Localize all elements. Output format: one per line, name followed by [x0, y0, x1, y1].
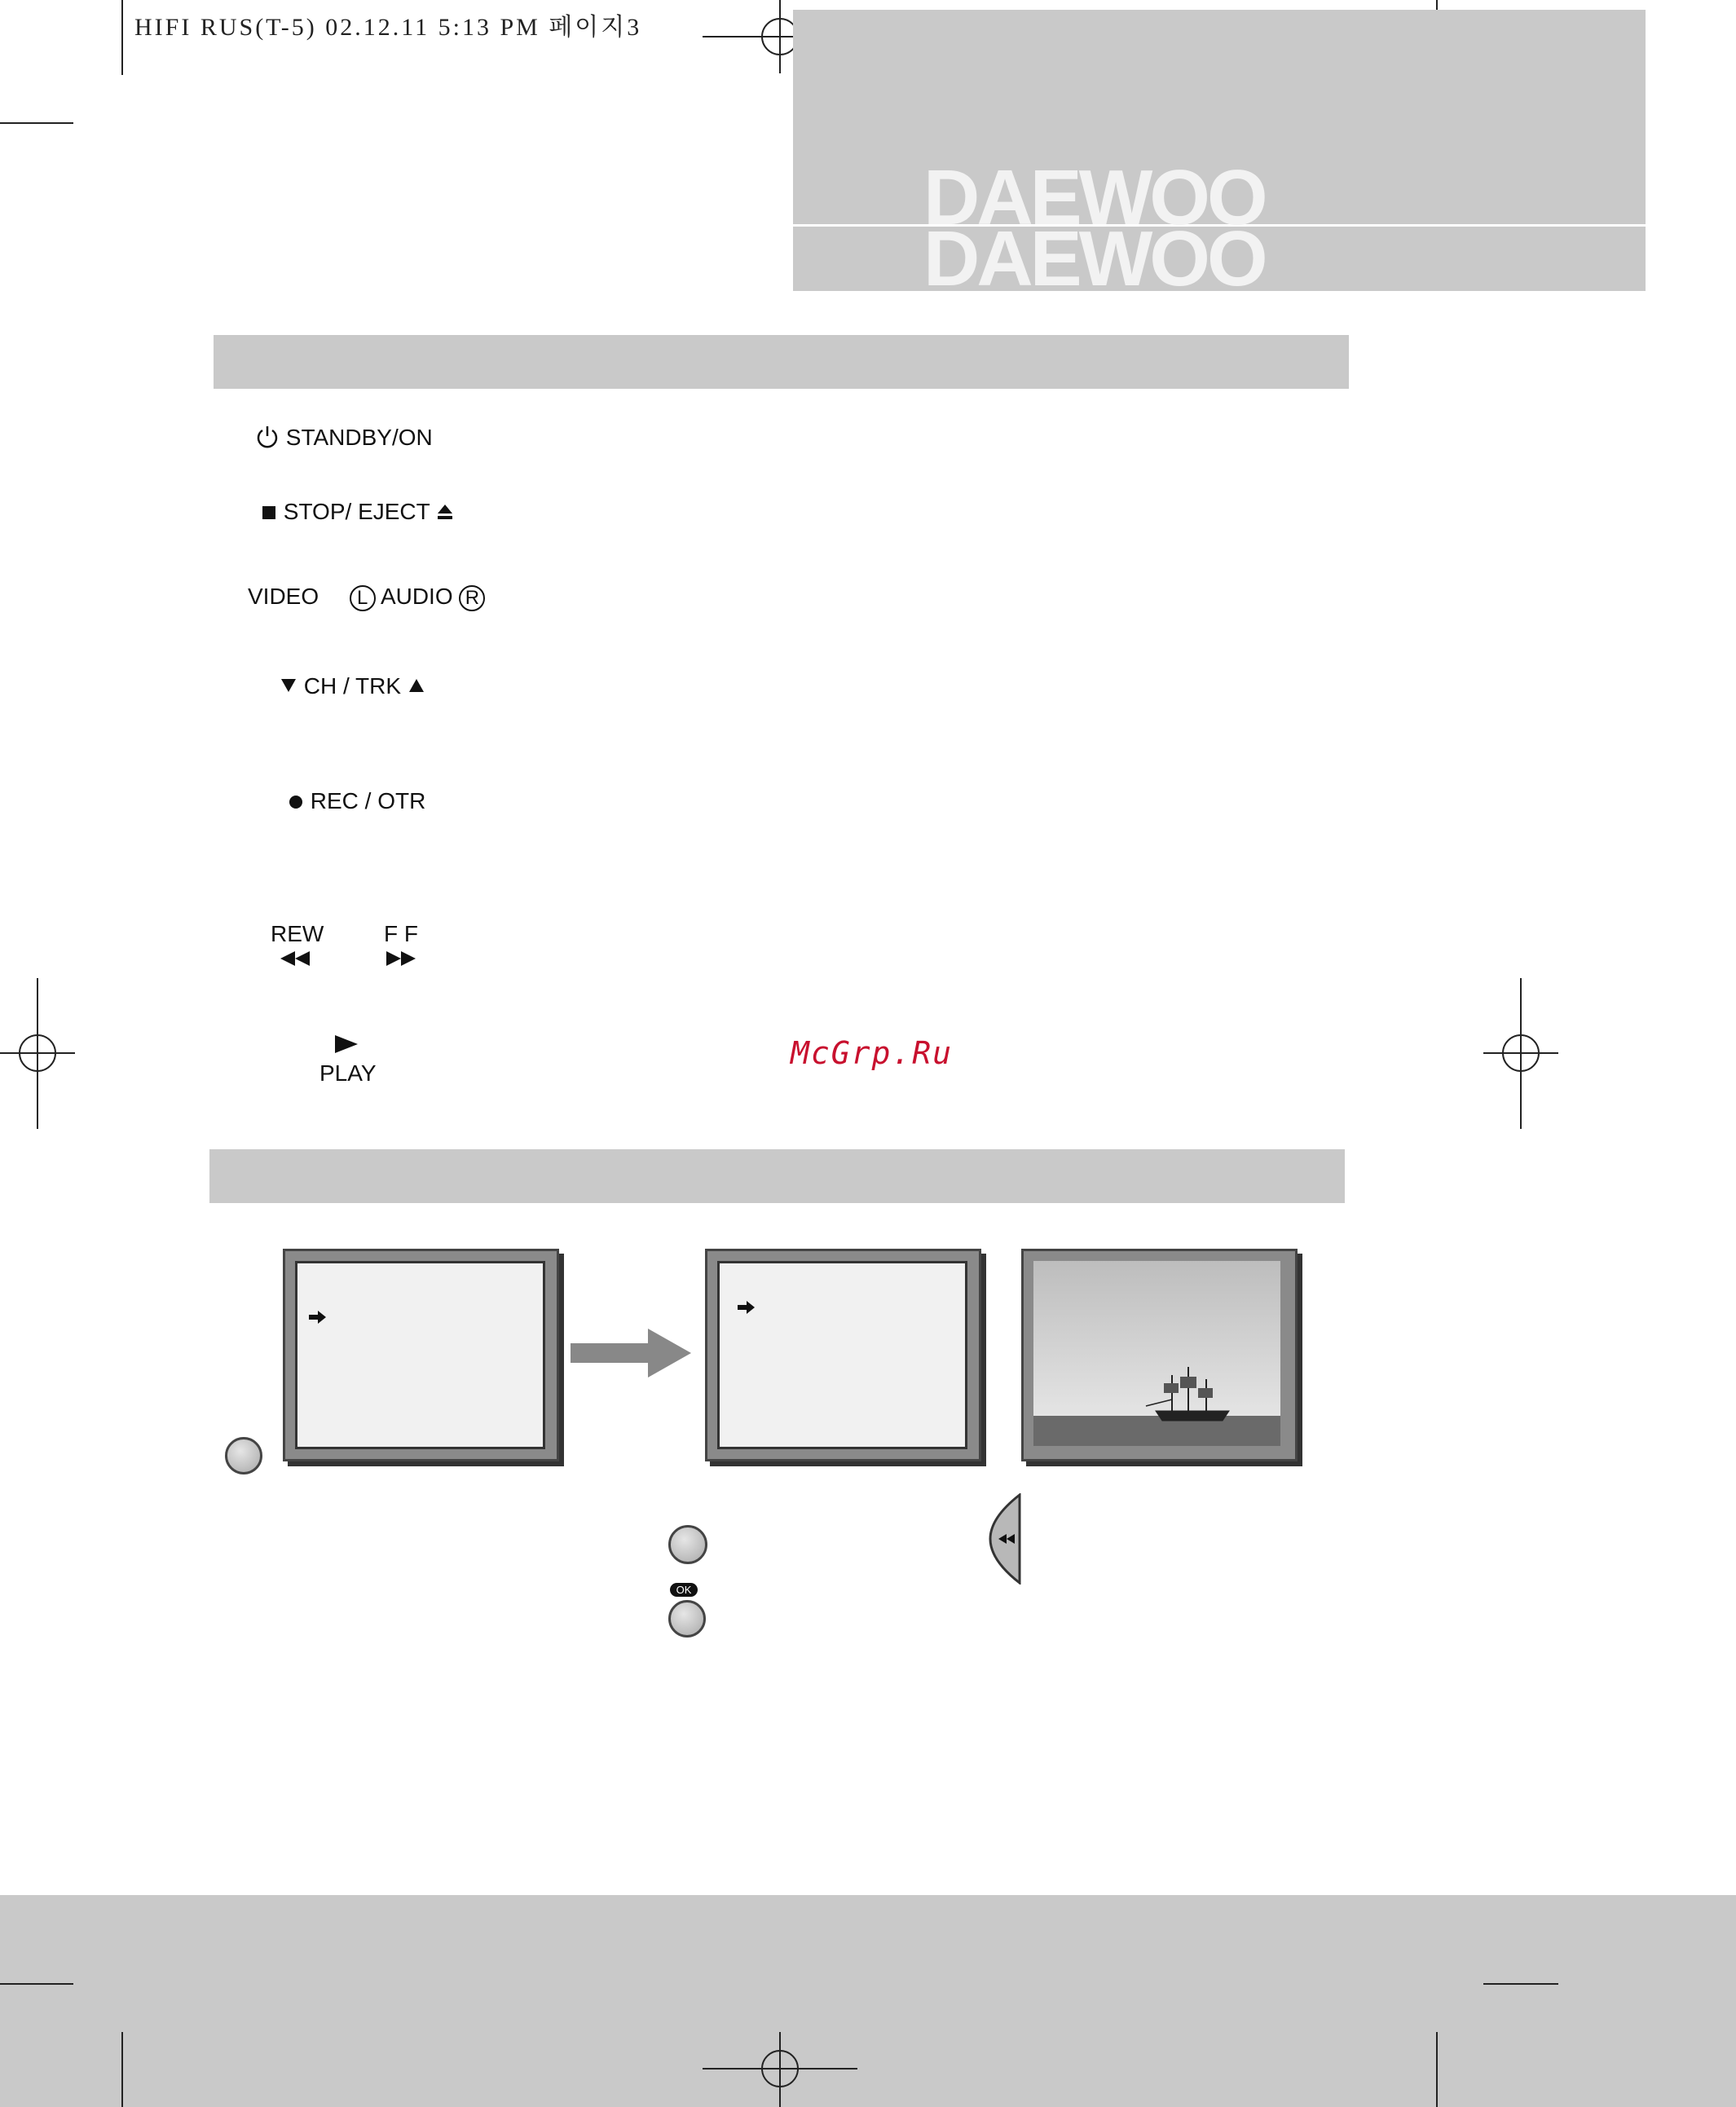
video-label: VIDEO: [248, 584, 319, 609]
stop-icon: [261, 505, 277, 521]
section-header-bar: [214, 335, 1349, 389]
play-control: [319, 1034, 377, 1087]
standby-control: [255, 424, 433, 451]
crosshair-icon: [1483, 978, 1558, 1129]
screen-display: [717, 1261, 967, 1449]
screen-display: [295, 1261, 545, 1449]
remote-button[interactable]: [225, 1437, 262, 1474]
ff-label: F F: [384, 921, 418, 946]
audio-left-label: L: [350, 585, 376, 611]
eject-icon: [436, 503, 454, 521]
ch-trk-label: CH / TRK: [303, 673, 402, 699]
brand-logo: DAEWOO: [923, 154, 1265, 241]
fast-forward-control: [377, 921, 425, 973]
rec-otr-label: REC / OTR: [310, 788, 426, 813]
footer-band: [0, 1895, 1736, 2107]
crop-mark: [0, 1983, 73, 1985]
stop-eject-control: [261, 499, 454, 525]
power-icon: [255, 424, 280, 448]
up-triangle-icon: [408, 677, 425, 694]
ok-label: OK: [676, 1584, 692, 1596]
rewind-control: [271, 921, 324, 973]
ship-image: [1033, 1261, 1280, 1446]
ok-badge: [670, 1583, 698, 1597]
down-triangle-icon: [280, 677, 297, 694]
arrow-right-icon: [738, 1301, 756, 1314]
record-control: [288, 788, 425, 814]
av-input-control: [248, 584, 485, 611]
arrow-right-icon: [309, 1311, 327, 1324]
audio-right-label: R: [459, 585, 485, 611]
play-label: PLAY: [319, 1060, 377, 1086]
rewind-icon: [277, 950, 313, 968]
brand-logo: DAEWOO: [923, 215, 1265, 302]
standby-label: STANDBY/ON: [285, 425, 433, 450]
fast-forward-icon: [383, 950, 419, 968]
watermark: McGrp.Ru: [791, 1035, 954, 1071]
crosshair-icon: [0, 978, 75, 1129]
play-icon: [332, 1034, 359, 1055]
arrow-right-icon: [571, 1327, 693, 1379]
crop-mark: [0, 122, 73, 124]
section-header-bar: [209, 1149, 1345, 1203]
rew-label: REW: [271, 921, 324, 946]
crop-mark: [121, 2032, 123, 2107]
tv-screen-menu: [705, 1249, 981, 1461]
tv-screen-menu: [283, 1249, 559, 1461]
print-header: HIFI RUS(T-5) 02.12.11 5:13 PM 페이지3: [134, 14, 642, 41]
rewind-button[interactable]: [989, 1493, 1024, 1585]
crosshair-icon: [703, 2032, 857, 2107]
ok-button[interactable]: [668, 1600, 706, 1638]
crop-mark: [1483, 1983, 1558, 1985]
channel-control: [280, 673, 425, 699]
stop-eject-label: STOP/ EJECT: [283, 499, 430, 524]
record-dot-icon: [288, 794, 304, 810]
tv-screen-picture: [1021, 1249, 1298, 1461]
remote-button[interactable]: [668, 1525, 707, 1564]
crop-mark: [121, 0, 123, 75]
crop-mark: [1436, 2032, 1438, 2107]
audio-label: AUDIO: [380, 584, 453, 609]
